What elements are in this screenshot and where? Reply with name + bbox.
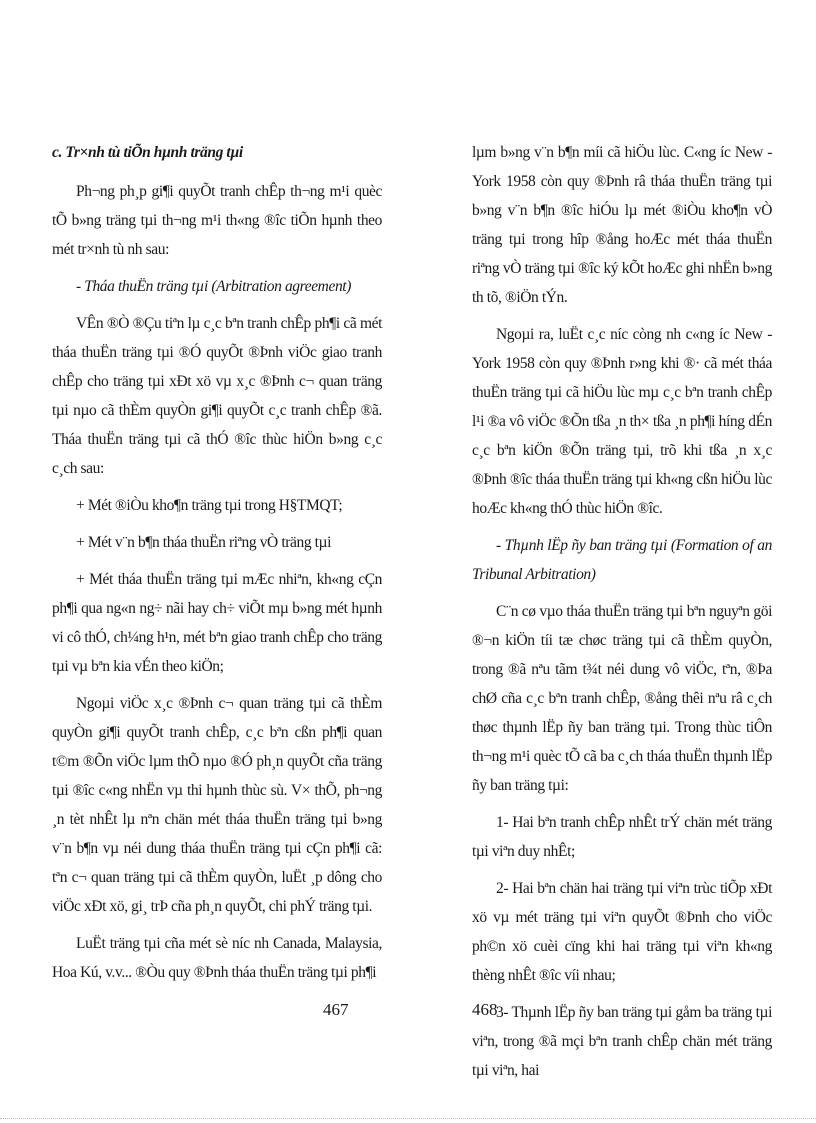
list-item: + Mét v¨n b¶n tháa thuËn riªng vÒ träng tµi <box>76 534 331 551</box>
paragraph: Ph¬ng ph¸p gi¶i quyÕt tranh chÊp th¬ng m¹i quèc tÕ b»ng träng tµi th¬ng m¹i th«ng ®îc tiÕn hµnh theo mét tr×nh tù nh sau: <box>52 183 382 258</box>
list-item: 1- Hai bªn tranh chÊp nhÊt trÝ chän mét träng tµi viªn duy nhÊt; <box>472 814 772 860</box>
left-page-column <box>52 138 382 995</box>
subsection-heading: - Tháa thuËn träng tµi (Arbitration agreement) <box>76 278 351 295</box>
section-heading: c. Tr×nh tù tiÕn hµnh träng tµi <box>52 144 243 161</box>
list-item: 2- Hai bªn chän hai träng tµi viªn trùc tiÕp xÐt xö vµ mét träng tµi viªn quyÕt ®Þnh cho viÖc ph©n xö cuèi cïng khi hai träng tµi viªn kh«ng thèng nhÊt ®îc víi nhau; <box>472 880 772 984</box>
paragraph: lµm b»ng v¨n b¶n míi cã hiÖu lùc. C«ng íc New - York 1958 còn quy ®Þnh râ tháa thuËn träng tµi b»ng v¨n b¶n ®îc hiÓu lµ mét ®iÒu kho¶n vÒ träng tµi trong hîp ®ång hoÆc mét tháa thuËn riªng vÒ träng tµi ®îc ký kÕt hoÆc ghi nhËn b»ng th tõ, ®iÖn tÝn. <box>472 144 772 306</box>
paragraph: Ngoµi viÖc x¸c ®Þnh c¬ quan träng tµi cã thÈm quyÒn gi¶i quyÕt tranh chÊp, c¸c bªn cßn ph¶i quan t©m ®Õn viÖc lµm thÕ nµo ®Ó ph¸n quyÕt cña träng tµi ®îc c«ng nhËn vµ thi hµnh thùc sù. V× thÕ, ph¬ng ¸n tèt nhÊt lµ nªn chän mét tháa thuËn träng tµi b»ng v¨n b¶n vµ néi dung tháa thuËn träng tµi cÇn ph¶i cã: tªn c¬ quan träng tµi cã thÈm quyÒn, luËt ¸p dông cho viÖc xÐt xö, gi¸ trÞ cña ph¸n quyÕt, chi phÝ träng tµi. <box>52 695 382 915</box>
list-item: + Mét tháa thuËn träng tµi mÆc nhiªn, kh«ng cÇn ph¶i qua ng«n ng÷ nãi hay ch÷ viÕt mµ b»ng mét hµnh vi cô thÓ, ch¼ng h¹n, mét bªn giao tranh chÊp cho träng tµi vµ bªn kia vÉn theo kiÖn; <box>52 571 382 675</box>
paragraph: VÊn ®Ò ®Çu tiªn lµ c¸c bªn tranh chÊp ph¶i cã mét tháa thuËn träng tµi ®Ó quyÕt ®Þnh viÖc giao tranh chÊp cho träng tµi xÐt xö vµ x¸c ®Þnh c¬ quan träng tµi nµo cã thÈm quyÒn gi¶i quyÕt c¸c tranh chÊp ®ã. Tháa thuËn träng tµi cã thÓ ®îc thùc hiÖn b»ng c¸c c¸ch sau: <box>52 315 382 477</box>
paragraph: LuËt träng tµi cña mét sè níc nh Canada, Malaysia, Hoa Kú, v.v... ®Òu quy ®Þnh tháa thuËn träng tµi ph¶i <box>52 935 382 981</box>
paragraph: C¨n cø vµo tháa thuËn träng tµi bªn nguyªn göi ®¬n kiÖn tíi tæ chøc träng tµi cã thÈm quyÒn, trong ®ã nªu tãm t¾t néi dung vô viÖc, tªn, ®Þa chØ cña c¸c bªn tranh chÊp, ®ång thêi nªu râ c¸ch thøc thµnh lËp ñy ban träng tµi. Trong thùc tiÔn th¬ng m¹i quèc tÕ cã ba c¸ch tháa thuËn thµnh lËp ñy ban träng tµi: <box>472 603 772 794</box>
list-item: 3- Thµnh lËp ñy ban träng tµi gåm ba träng tµi viªn, trong ®ã mçi bªn tranh chÊp chän mét träng tµi viªn, hai <box>472 1004 772 1079</box>
page-number-right: 468 <box>472 1000 498 1019</box>
list-item: + Mét ®iÒu kho¶n träng tµi trong H§TMQT; <box>76 497 343 514</box>
page-number-left: 467 <box>323 1000 349 1019</box>
subsection-heading: - Thµnh lËp ñy ban träng tµi (Formation of an Tribunal Arbitration) <box>472 537 772 583</box>
right-page-column <box>472 138 772 1093</box>
page-bottom-divider <box>0 1118 816 1119</box>
paragraph: Ngoµi ra, luËt c¸c níc còng nh c«ng íc New - York 1958 còn quy ®Þnh r»ng khi ®· cã mét tháa thuËn träng tµi cã hiÖu lùc mµ c¸c bªn tranh chÊp l¹i ®a vô viÖc ®Õn tßa ¸n th× tßa ¸n ph¶i híng dÉn c¸c bªn kiÖn ®Õn träng tµi, trõ khi tßa ¸n x¸c ®Þnh ®îc tháa thuËn träng tµi kh«ng cßn hiÖu lùc hoÆc kh«ng thÓ thùc hiÖn ®îc. <box>472 326 772 517</box>
